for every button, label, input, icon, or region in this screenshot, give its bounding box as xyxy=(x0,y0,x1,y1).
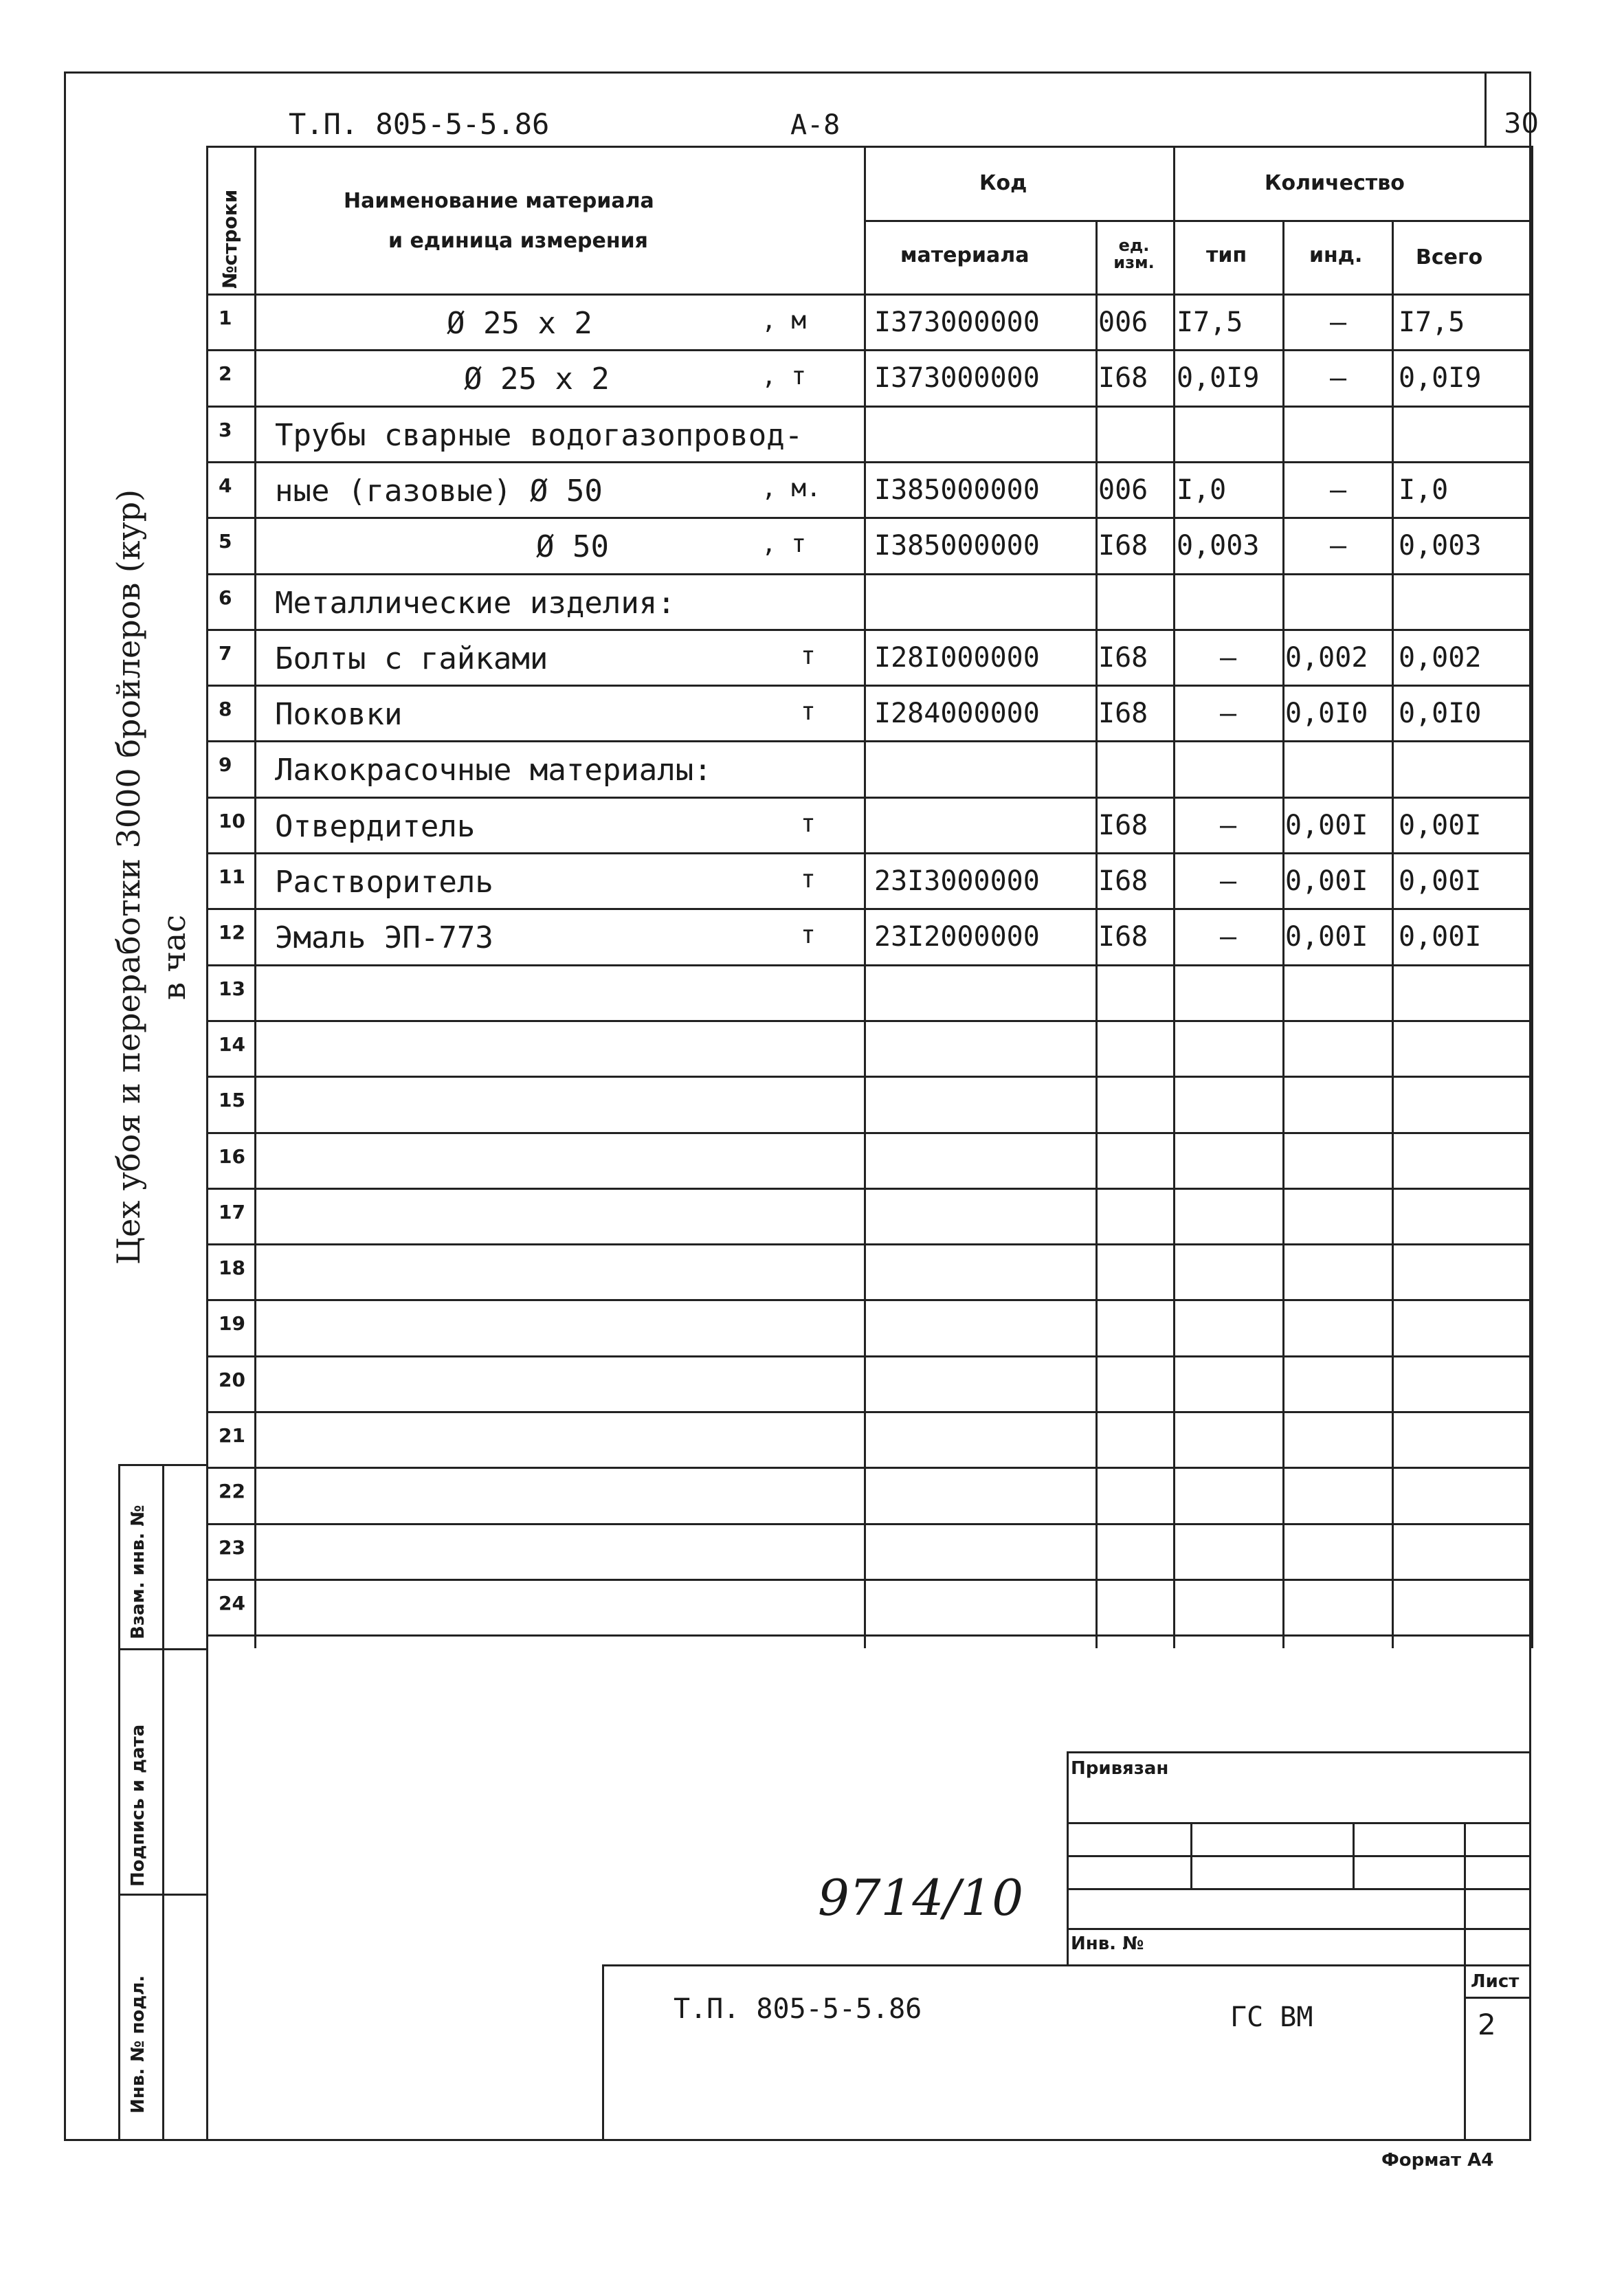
header-ind: инд. xyxy=(1309,243,1363,267)
row-unit-symbol: , т xyxy=(761,362,807,391)
row-name: Ø 25 x 2 xyxy=(447,306,592,341)
row-name: Лакокрасочные материалы: xyxy=(275,753,712,788)
header-name-line1: Наименование материала xyxy=(344,189,654,213)
row-unit-code: 006 xyxy=(1098,474,1148,506)
tb-vline-a xyxy=(1190,1822,1192,1888)
row-line xyxy=(206,1132,1531,1134)
format-label: Формат А4 xyxy=(1381,2150,1494,2171)
row-material-code: 23I3000000 xyxy=(874,865,1040,897)
col-line-5 xyxy=(1282,220,1284,1648)
row-line xyxy=(206,1299,1531,1301)
header-name-line2: и единица измерения xyxy=(388,229,648,253)
row-line xyxy=(206,1523,1531,1525)
tb-privyazan: Привязан xyxy=(1071,1758,1169,1779)
header-quantity: Количество xyxy=(1265,171,1405,195)
row-number: 24 xyxy=(219,1591,245,1615)
row-name: Металлические изделия: xyxy=(275,585,676,621)
row-qty-ind: – xyxy=(1330,362,1347,395)
row-qty-ind: – xyxy=(1330,307,1347,338)
header-unit: ед. изм. xyxy=(1113,236,1155,273)
handwritten-number: 9714/10 xyxy=(818,1869,1024,1927)
header-typ: тип xyxy=(1206,243,1247,267)
row-qty-typ: – xyxy=(1220,865,1237,897)
row-line xyxy=(206,852,1531,854)
row-name: Эмаль ЭП-773 xyxy=(275,920,493,956)
row-unit-symbol: т xyxy=(801,865,816,894)
row-number: 9 xyxy=(219,753,232,777)
row-qty-typ: – xyxy=(1220,809,1237,841)
row-material-code: I373000000 xyxy=(874,307,1040,338)
row-qty-total: 0,0I0 xyxy=(1399,698,1482,730)
row-unit-symbol: , т xyxy=(761,530,807,559)
row-line xyxy=(206,1411,1531,1413)
row-line xyxy=(206,740,1531,742)
row-line xyxy=(206,1634,1531,1637)
row-line xyxy=(206,517,1531,519)
row-qty-typ: 0,003 xyxy=(1177,530,1260,562)
row-number: 11 xyxy=(219,865,245,888)
tb-line-2 xyxy=(1067,1855,1531,1857)
row-line xyxy=(206,1467,1531,1469)
row-number: 12 xyxy=(219,921,245,944)
header-row-no: №строки xyxy=(219,189,241,289)
left-stamp-divider xyxy=(162,1464,164,2141)
row-number: 8 xyxy=(219,698,232,721)
row-line xyxy=(206,1579,1531,1581)
row-unit-symbol: , м xyxy=(761,307,807,335)
row-line xyxy=(206,629,1531,631)
row-unit-code: I68 xyxy=(1098,530,1148,562)
row-number: 14 xyxy=(219,1032,245,1056)
col-line-3 xyxy=(1095,220,1098,1648)
page-number-divider xyxy=(1484,71,1487,147)
tb-line-3 xyxy=(1067,1888,1531,1890)
tb-vline-b xyxy=(1353,1822,1355,1888)
row-qty-ind: 0,0I0 xyxy=(1285,698,1368,730)
page-number: 30 xyxy=(1504,108,1539,140)
row-name: ные (газовые) Ø 50 xyxy=(275,473,603,509)
row-material-code: I373000000 xyxy=(874,362,1040,395)
row-name: Отвердитель xyxy=(275,808,476,844)
header-total: Всего xyxy=(1416,245,1483,269)
row-line xyxy=(206,406,1531,408)
row-qty-total: 0,0I9 xyxy=(1399,362,1482,395)
row-unit-code: 006 xyxy=(1098,307,1148,338)
top-doc-code: Т.П. 805-5-5.86 xyxy=(289,107,550,141)
row-unit-code: I68 xyxy=(1098,641,1148,674)
col-line-7 xyxy=(1531,146,1533,1648)
row-number: 6 xyxy=(219,586,232,609)
col-line-2 xyxy=(864,146,866,1648)
tb-main-left xyxy=(602,1964,604,2141)
row-number: 18 xyxy=(219,1256,245,1280)
row-unit-symbol: т xyxy=(801,698,816,727)
row-material-code: I28I000000 xyxy=(874,641,1040,674)
col-line-0 xyxy=(206,146,208,1648)
row-name: Растворитель xyxy=(275,865,493,900)
tb-left-line xyxy=(1067,1751,1069,1964)
row-qty-typ: 0,0I9 xyxy=(1177,362,1260,395)
row-qty-total: 0,003 xyxy=(1399,530,1482,562)
tb-sheet-line xyxy=(1464,1997,1531,1999)
tb-sheet-label: Лист xyxy=(1471,1971,1520,1992)
row-material-code: I385000000 xyxy=(874,474,1040,506)
row-number: 5 xyxy=(219,530,232,553)
tb-mark: ГС ВМ xyxy=(1230,2002,1313,2033)
row-unit-symbol: т xyxy=(801,809,816,838)
row-number: 7 xyxy=(219,641,232,665)
row-number: 22 xyxy=(219,1480,245,1503)
tb-inv-no: Инв. № xyxy=(1071,1933,1144,1954)
row-qty-total: 0,00I xyxy=(1399,809,1482,841)
stamp-vzam-inv: Взам. инв. № xyxy=(128,1505,148,1639)
row-qty-total: 0,002 xyxy=(1399,641,1482,674)
tb-main-top xyxy=(602,1964,1531,1966)
tb-vline-c xyxy=(1464,1822,1466,2141)
header-bottom-line xyxy=(206,293,1531,296)
row-line xyxy=(206,685,1531,687)
row-qty-ind: – xyxy=(1330,530,1347,562)
row-number: 15 xyxy=(219,1089,245,1112)
left-stamp-line-2 xyxy=(118,1894,208,1896)
row-qty-total: 0,00I xyxy=(1399,865,1482,897)
stamp-podpis-data: Подпись и дата xyxy=(128,1724,148,1887)
row-number: 10 xyxy=(219,809,245,832)
row-line xyxy=(206,349,1531,351)
row-name: Поковки xyxy=(275,697,403,733)
row-material-code: 23I2000000 xyxy=(874,921,1040,953)
row-number: 17 xyxy=(219,1200,245,1223)
row-qty-ind: – xyxy=(1330,474,1347,506)
row-qty-typ: – xyxy=(1220,921,1237,953)
row-line xyxy=(206,908,1531,910)
header-code: Код xyxy=(979,171,1027,195)
row-unit-symbol: т xyxy=(801,641,816,670)
table-top-line xyxy=(206,146,1531,148)
row-qty-ind: 0,00I xyxy=(1285,865,1368,897)
row-qty-total: I,0 xyxy=(1399,474,1449,506)
row-unit-code: I68 xyxy=(1098,865,1148,897)
col-line-6 xyxy=(1392,220,1394,1648)
row-unit-code: I68 xyxy=(1098,809,1148,841)
row-line xyxy=(206,1188,1531,1190)
row-unit-symbol: , м. xyxy=(761,474,821,502)
row-line xyxy=(206,964,1531,966)
row-qty-ind: 0,002 xyxy=(1285,641,1368,674)
col-line-1 xyxy=(254,146,256,1648)
row-number: 16 xyxy=(219,1144,245,1168)
row-qty-ind: 0,00I xyxy=(1285,809,1368,841)
row-unit-symbol: т xyxy=(801,921,816,950)
row-line xyxy=(206,1355,1531,1357)
col-line-4 xyxy=(1173,146,1175,1648)
row-qty-ind: 0,00I xyxy=(1285,921,1368,953)
row-name: Ø 25 x 2 xyxy=(464,362,610,397)
side-title: Цех убоя и переработки 3000 бройлеров (кур) xyxy=(110,489,147,1265)
side-subtitle: в час xyxy=(155,914,192,1000)
tb-line-1 xyxy=(1067,1822,1531,1824)
row-qty-typ: – xyxy=(1220,698,1237,730)
row-number: 4 xyxy=(219,474,232,497)
row-unit-code: I68 xyxy=(1098,362,1148,395)
row-number: 23 xyxy=(219,1535,245,1559)
row-line xyxy=(206,1076,1531,1078)
row-qty-typ: I7,5 xyxy=(1177,307,1243,338)
row-line xyxy=(206,573,1531,575)
row-name: Болты с гайками xyxy=(275,641,548,676)
row-unit-code: I68 xyxy=(1098,698,1148,730)
row-qty-typ: – xyxy=(1220,641,1237,674)
row-material-code: I284000000 xyxy=(874,698,1040,730)
row-unit-code: I68 xyxy=(1098,921,1148,953)
row-qty-typ: I,0 xyxy=(1177,474,1227,506)
tb-sheet-value: 2 xyxy=(1478,2008,1496,2041)
row-number: 13 xyxy=(219,977,245,1000)
row-number: 2 xyxy=(219,362,232,386)
tb-doc-code: Т.П. 805-5-5.86 xyxy=(674,1993,922,2025)
row-line xyxy=(206,797,1531,799)
stamp-inv-podl: Инв. № подл. xyxy=(128,1975,148,2114)
row-material-code: I385000000 xyxy=(874,530,1040,562)
row-number: 19 xyxy=(219,1312,245,1335)
row-qty-total: I7,5 xyxy=(1399,307,1465,338)
row-number: 21 xyxy=(219,1424,245,1447)
header-material: материала xyxy=(900,243,1030,267)
album-code: А-8 xyxy=(790,109,841,141)
row-line xyxy=(206,1020,1531,1022)
header-mid-line xyxy=(864,220,1531,222)
left-stamp-line-1 xyxy=(118,1648,208,1650)
row-number: 20 xyxy=(219,1368,245,1391)
row-number: 3 xyxy=(219,418,232,441)
tb-top-line xyxy=(1067,1751,1531,1753)
row-line xyxy=(206,1243,1531,1245)
row-name: Ø 50 xyxy=(536,529,609,565)
row-qty-total: 0,00I xyxy=(1399,921,1482,953)
row-name: Трубы сварные водогазопровод- xyxy=(275,417,803,453)
row-line xyxy=(206,461,1531,463)
row-number: 1 xyxy=(219,307,232,329)
tb-line-4 xyxy=(1067,1928,1531,1930)
